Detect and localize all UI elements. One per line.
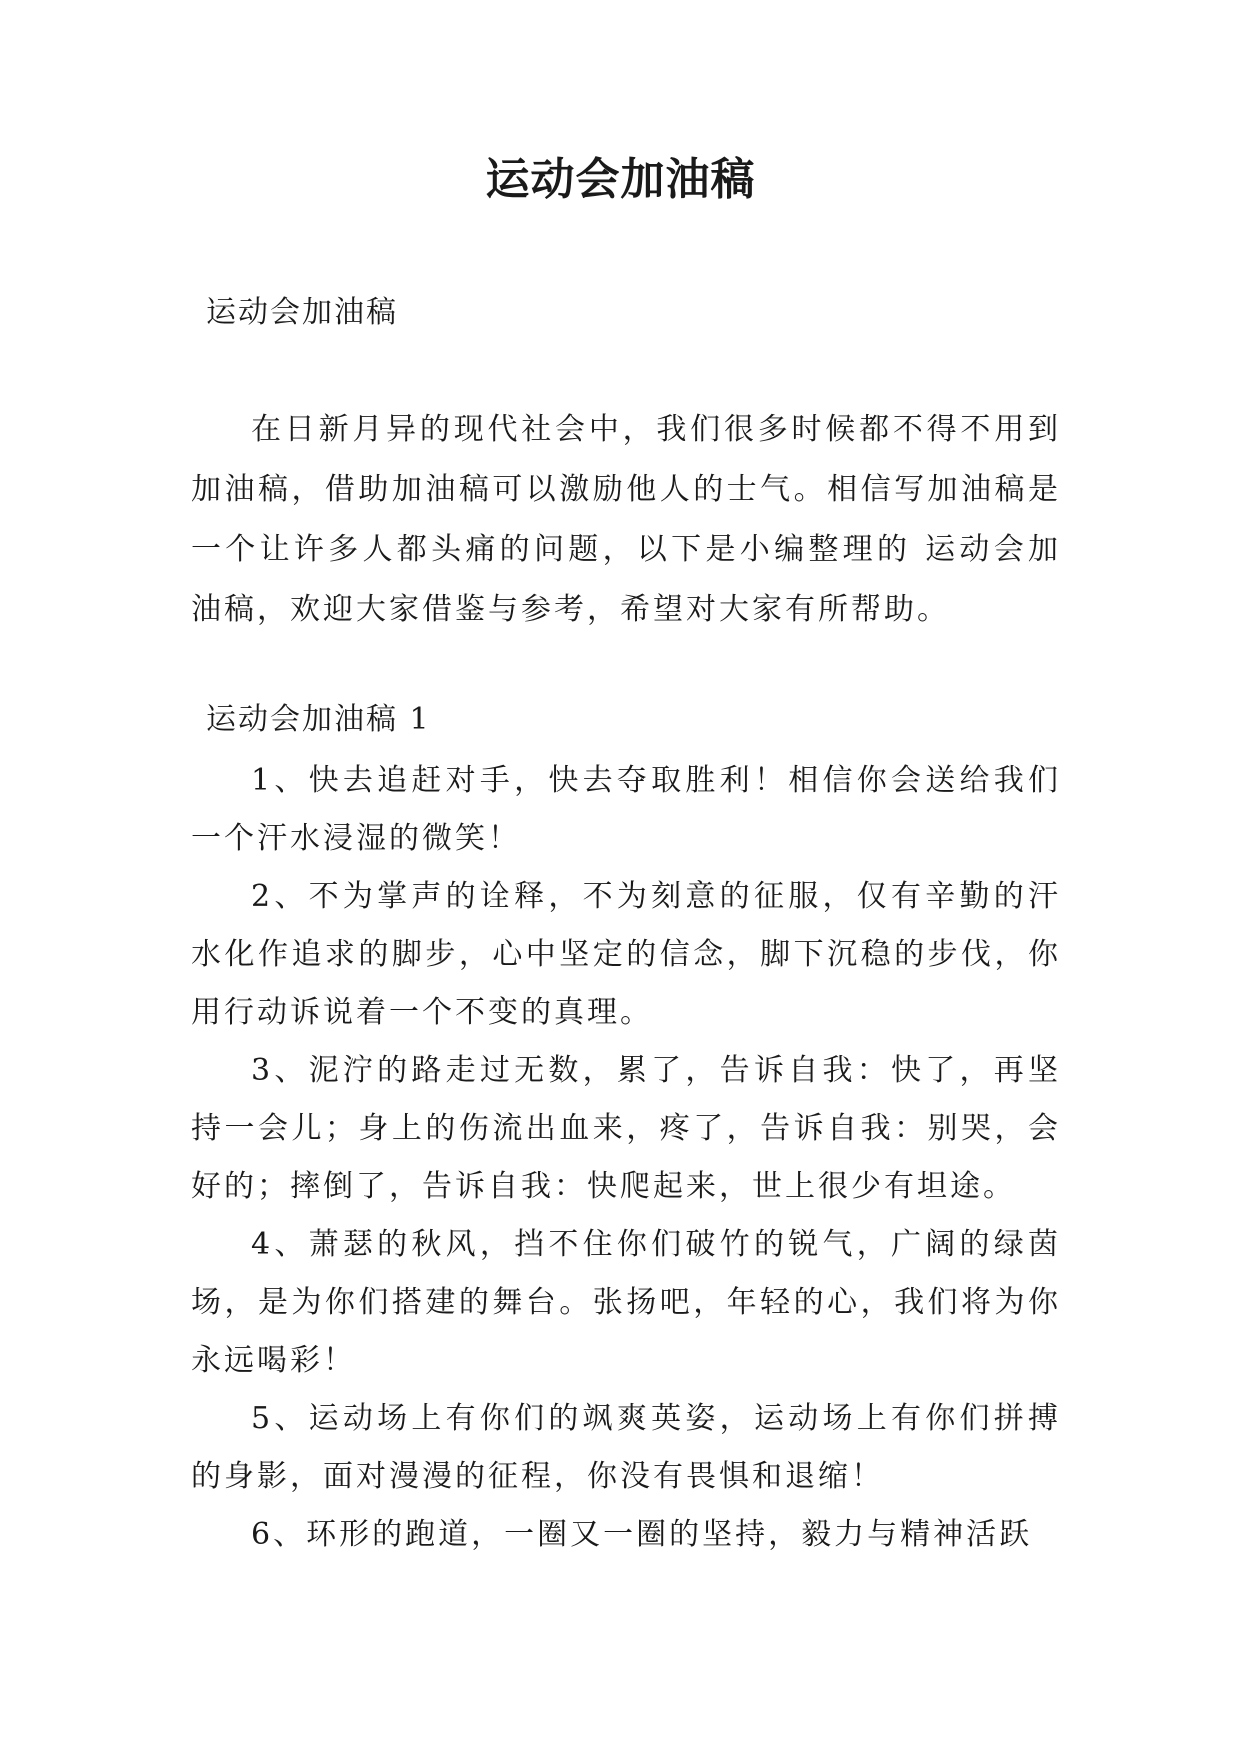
cheer-list: [191, 752, 1061, 1564]
cheer-item-2: 2、不为掌声的诠释，不为刻意的征服，仅有辛勤的汗水化作追求的脚步，心中坚定的信念，脚下沉稳的步伐，你用行动诉说着一个不变的真理。: [191, 879, 1061, 1030]
cheer-item-4: 4、萧瑟的秋风，挡不住你们破竹的锐气，广阔的绿茵场，是为你们搭建的舞台。张扬吧，年轻的心，我们将为你永远喝彩！: [191, 1227, 1061, 1378]
document-subtitle: 运动会加油稿: [206, 295, 398, 330]
cheer-item-5: 5、运动场上有你们的飒爽英姿，运动场上有你们拼搏的身影，面对漫漫的征程，你没有畏惧和退缩！: [191, 1401, 1061, 1494]
cheer-item-3: 3、泥泞的路走过无数，累了，告诉自我：快了，再坚持一会儿；身上的伤流出血来，疼了，告诉自我：别哭，会好的；摔倒了，告诉自我：快爬起来，世上很少有坦途。: [191, 1053, 1061, 1204]
section-heading: 运动会加油稿 1: [206, 702, 431, 737]
cheer-item-1: 1、快去追赶对手，快去夺取胜利！相信你会送给我们一个汗水浸湿的微笑！: [191, 763, 1061, 856]
intro-paragraph: 在日新月异的现代社会中，我们很多时候都不得不用到加油稿，借助加油稿可以激励他人的士气。相信写加油稿是一个让许多人都头痛的问题，以下是小编整理的 运动会加油稿，欢迎大家借鉴与参考，希望对大家有所帮助。: [191, 412, 1061, 627]
document-title: 运动会加油稿: [485, 154, 756, 205]
cheer-item-6: 6、环形的跑道，一圈又一圈的坚持，毅力与精神活跃: [251, 1517, 1033, 1552]
